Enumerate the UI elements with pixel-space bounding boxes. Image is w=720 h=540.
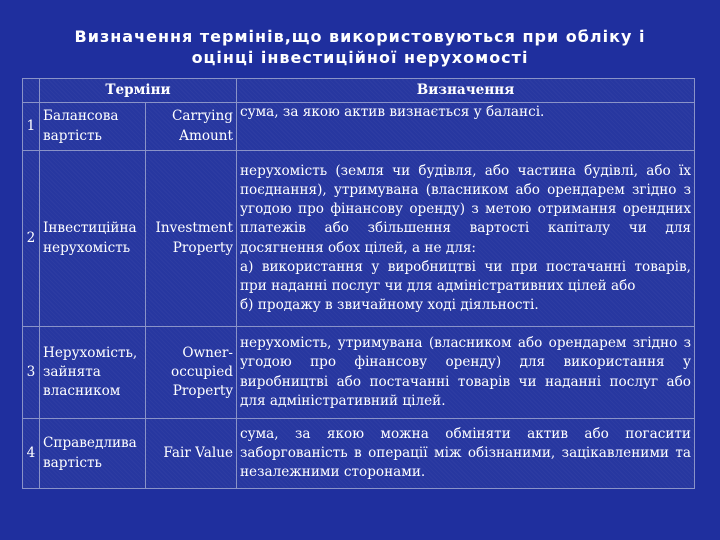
table-row xyxy=(23,327,695,419)
header-row xyxy=(23,79,695,103)
term-ua: Справедлива вартість xyxy=(40,419,146,489)
header-terms: Терміни xyxy=(40,79,237,103)
definition-item-a: а) використання у виробництві чи при постачанні товарів, при наданні послуг чи для адміністративних цілей або xyxy=(240,258,691,294)
slide-title-line-2: оцінці інвестиційної нерухомості xyxy=(191,48,529,67)
table-row xyxy=(23,419,695,489)
header-definition: Визначення xyxy=(237,79,695,103)
row-number: 1 xyxy=(23,103,40,151)
term-ua: Інвестиційна нерухомість xyxy=(40,151,146,327)
table-row xyxy=(23,103,695,151)
definition-text: сума, за якою можна обміняти актив або погасити заборгованість в операції між обізнаними, зацікавленими та незалежними сторонами. xyxy=(240,425,691,481)
table-row xyxy=(23,151,695,327)
slide-title xyxy=(0,26,720,68)
term-definition xyxy=(237,419,695,489)
definition-item-b: б) продажу в звичайному ході діяльності. xyxy=(240,297,539,314)
term-definition xyxy=(237,327,695,419)
term-en: Carrying Amount xyxy=(146,103,237,151)
term-ua: Балансова вартість xyxy=(40,103,146,151)
term-en: Fair Value xyxy=(146,419,237,489)
term-en: Owner-occupied Property xyxy=(146,327,237,419)
term-ua: Нерухомість, зайнята власником xyxy=(40,327,146,419)
terms-table xyxy=(22,78,695,489)
row-number: 2 xyxy=(23,151,40,327)
row-number: 3 xyxy=(23,327,40,419)
term-definition xyxy=(237,103,695,151)
header-num-cell xyxy=(23,79,40,103)
term-en: Investment Property xyxy=(146,151,237,327)
definition-text: нерухомість (земля чи будівля, або частина будівлі, або їх поєднання), утримувана (власником або орендарем згідно з угодою про фінансову оренду) з метою отримання орендних платежів або збільшення вартості капіталу чи для досягнення обох цілей, а не для: xyxy=(240,162,691,256)
definition-text: сума, за якою актив визнається у балансі. xyxy=(240,104,545,120)
slide-title-line-1: Визначення термінів,що використовуються при обліку і xyxy=(74,27,646,46)
term-definition xyxy=(237,151,695,327)
definition-text: нерухомість, утримувана (власником або орендарем згідно з угодою про фінансову оренду) для використання у виробництві або постачанні товарів чи наданні послуг або для адміністративний цілей. xyxy=(240,335,691,409)
row-number: 4 xyxy=(23,419,40,489)
